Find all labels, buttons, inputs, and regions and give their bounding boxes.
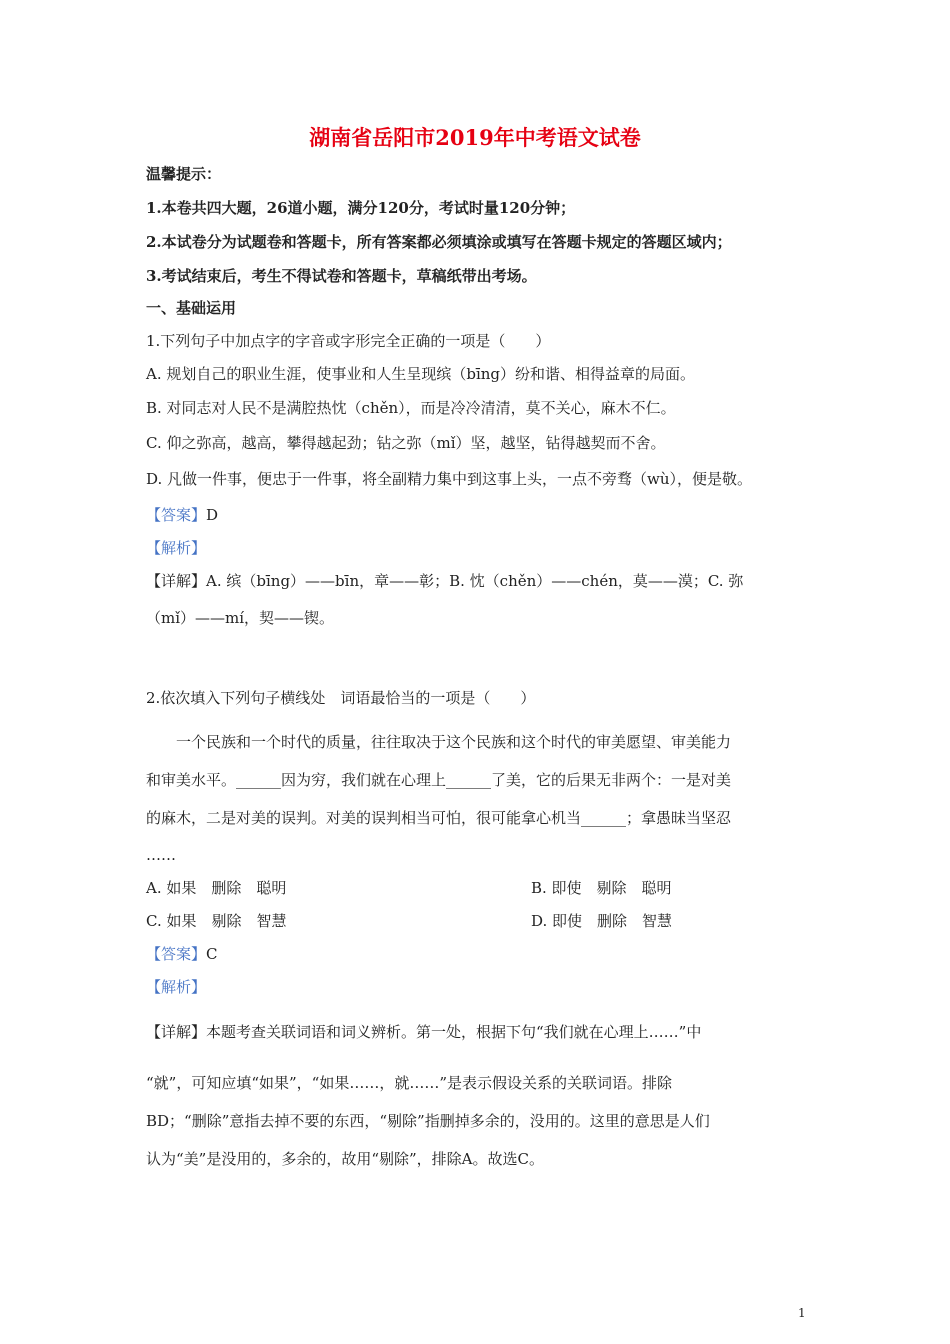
tip-item-3: 3.考试结束后，考生不得试卷和答题卡，草稿纸带出考场。 [146,267,537,285]
tip-item-1: 1.本卷共四大题，26道小题，满分120分，考试时量120分钟； [146,199,576,217]
page-title: 湖南省岳阳市2019年中考语文试卷 [309,125,641,150]
q2-option-d: D. 即使 删除 智慧 [531,912,673,930]
q2-passage-line-4: …… [146,846,176,864]
section-heading: 一、基础运用 [146,299,237,317]
q1-answer [146,505,218,525]
q2-passage-line-3: 的麻木，二是对美的误判。对美的误判相当可怕，很可能拿心机当______；拿愚昧当坚忍 [146,809,732,827]
q2-stem: 2.依次填入下列句子横线处 词语最恰当的一项是（ ） [146,689,536,707]
detail-label: 【详解】 [146,1023,207,1041]
q2-detail-line-1 [146,1022,701,1042]
q1-option-b: B. 对同志对人民不是满腔热忱（chěn），而是冷冷清清，莫不关心，麻木不仁。 [146,399,676,417]
tip-item-2: 2.本试卷分为试题卷和答题卡，所有答案都必须填涂或填写在答题卡规定的答题区域内； [146,233,732,251]
answer-label: 【答案】 [146,945,207,963]
detail-text: A. 缤（bīng）——bīn，章——彰；B. 忱（chěn）——chén，莫——漠；C. 弥 [206,572,744,590]
q2-option-b: B. 即使 剔除 聪明 [531,879,672,897]
q2-answer [146,944,218,964]
detail-label: 【详解】 [146,572,207,590]
q1-stem: 1.下列句子中加点字的字音或字形完全正确的一项是（ ） [146,332,551,350]
q1-detail-line-1 [146,571,743,591]
answer-label: 【答案】 [146,506,207,524]
q2-detail-line-4: 认为“美”是没用的，多余的，故用“剔除”，排除A。故选C。 [146,1150,544,1168]
tips-heading: 温馨提示： [146,165,222,183]
q1-detail-line-2: （mǐ）——mí，契——锲。 [146,609,335,627]
q2-analysis-label: 【解析】 [146,978,207,996]
q2-option-c: C. 如果 剔除 智慧 [146,912,287,930]
detail-text: 本题考查关联词语和词义辨析。第一处，根据下句“我们就在心理上……”中 [206,1023,702,1041]
q2-passage-line-2: 和审美水平。______因为穷，我们就在心理上______了美，它的后果无非两个：一是对美 [146,771,732,789]
q1-option-c: C. 仰之弥高，越高，攀得越起劲；钻之弥（mǐ）坚，越坚，钻得越契而不舍。 [146,434,666,452]
q2-detail-line-2: “就”，可知应填“如果”，“如果……，就……”是表示假设关系的关联词语。排除 [146,1074,673,1092]
q1-option-a: A. 规划自己的职业生涯，使事业和人生呈现缤（bīng）纷和谐、相得益章的局面。 [146,365,696,383]
page-number: 1 [798,1306,806,1320]
answer-value: C [206,945,218,963]
q1-analysis-label: 【解析】 [146,539,207,557]
answer-value: D [206,506,219,524]
q1-option-d: D. 凡做一件事，便忠于一件事，将全副精力集中到这事上头，一点不旁骛（wù），便是敬。 [146,470,753,488]
q2-option-a: A. 如果 删除 聪明 [146,879,287,897]
q2-passage-line-1: 一个民族和一个时代的质量，往往取决于这个民族和这个时代的审美愿望、审美能力 [176,733,732,751]
q2-detail-line-3: BD；“删除”意指去掉不要的东西，“剔除”指删掉多余的，没用的。这里的意思是人们 [146,1112,710,1130]
